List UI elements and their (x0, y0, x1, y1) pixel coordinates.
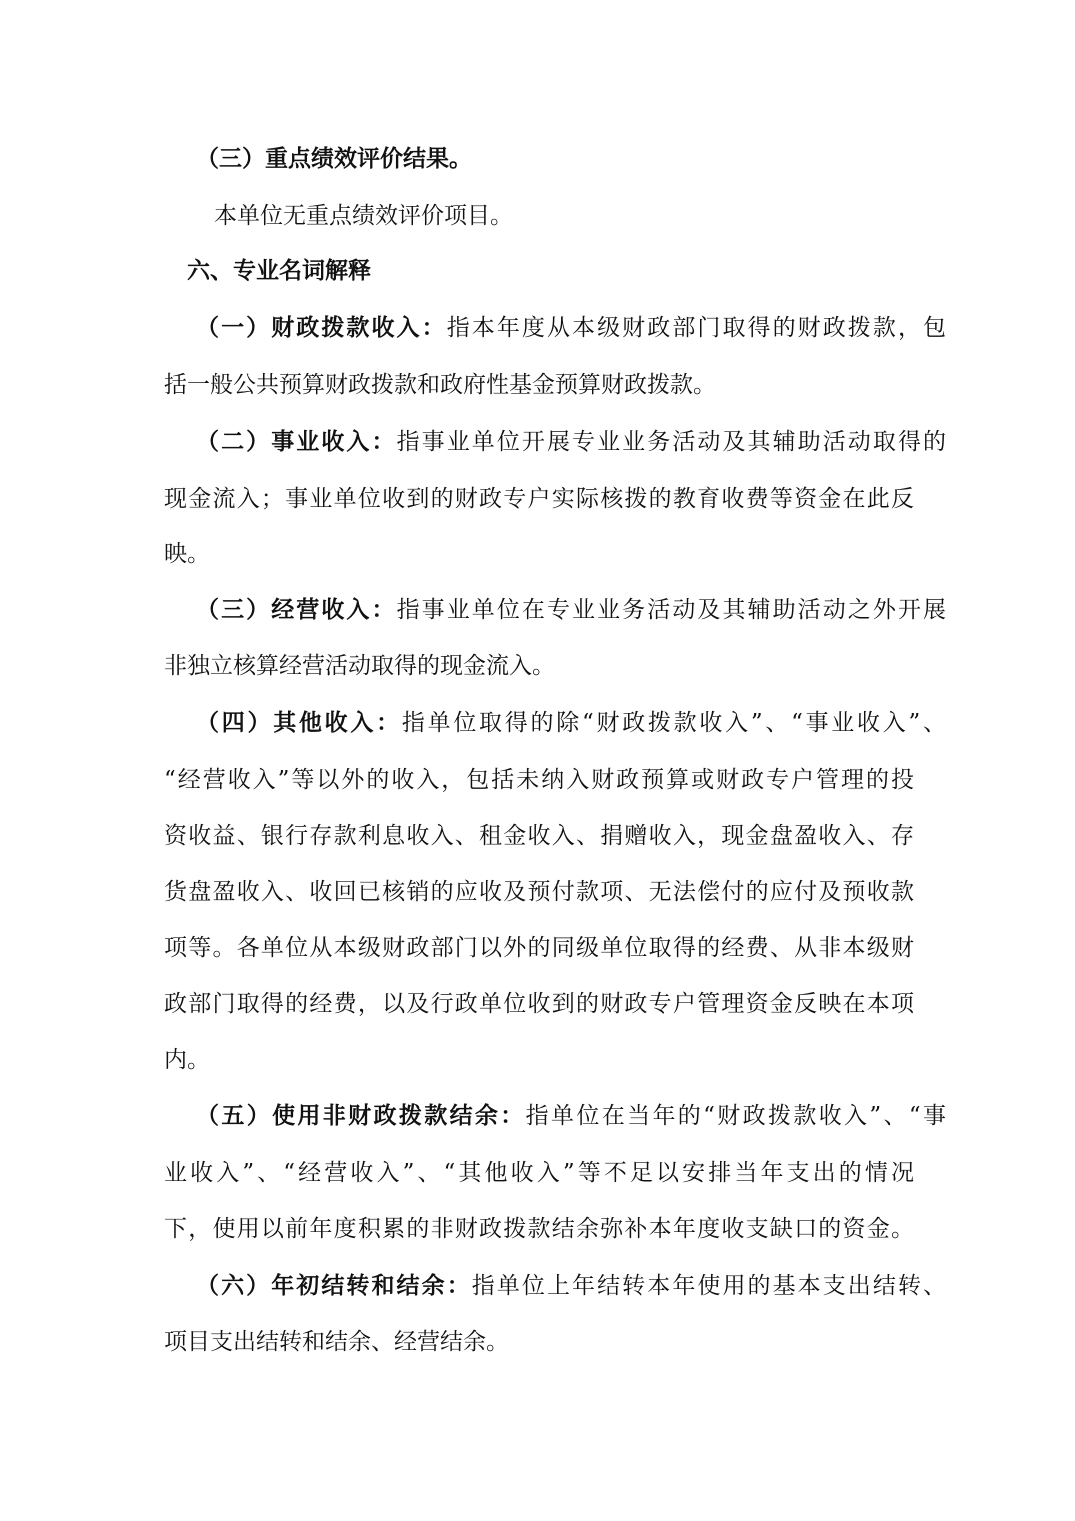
glossary-definition-line: 非独立核算经营活动取得的现金流入。 (164, 653, 555, 679)
glossary-term-line (196, 427, 946, 457)
glossary-definition: 指事业单位开展专业业务活动及其辅助活动取得的 (396, 429, 947, 455)
glossary-definition-line: 映。 (164, 541, 210, 567)
glossary-term: （六）年初结转和结余： (196, 1272, 472, 1299)
glossary-term-line (196, 1271, 946, 1301)
glossary-definition-line: 项等。各单位从本级财政部门以外的同级单位取得的经费、从非本级财 (164, 935, 914, 961)
glossary-definition-line: 货盘盈收入、收回已核销的应收及预付款项、无法偿付的应付及预收款 (164, 879, 914, 905)
glossary-definition-line: 下，使用以前年度积累的非财政拨款结余弥补本年度收支缺口的资金。 (164, 1216, 914, 1242)
glossary-term: （四）其他收入： (196, 709, 402, 736)
glossary-definition-line: 业收入”、“经营收入”、“其他收入”等不足以安排当年支出的情况 (164, 1160, 914, 1186)
glossary-definition-line: 政部门取得的经费，以及行政单位收到的财政专户管理资金反映在本项 (164, 991, 914, 1017)
glossary-term: （五）使用非财政拨款结余： (196, 1102, 526, 1129)
glossary-definition: 指单位在当年的“财政拨款收入”、“事 (525, 1103, 947, 1129)
glossary-definition: 指本年度从本级财政部门取得的财政拨款，包 (446, 315, 947, 341)
glossary-definition-line: 内。 (164, 1047, 210, 1073)
glossary-term: （二）事业收入： (196, 428, 397, 455)
glossary-definition: 指单位取得的除“财政拨款收入”、“事业收入”、 (401, 710, 946, 736)
section-heading-glossary: 六、专业名词解释 (187, 257, 371, 284)
glossary-definition-line: “经营收入”等以外的收入，包括未纳入财政预算或财政专户管理的投 (164, 767, 914, 793)
glossary-definition: 指单位上年结转本年使用的基本支出结转、 (471, 1273, 947, 1299)
glossary-term-line (196, 708, 946, 738)
glossary-term: （三）经营收入： (196, 596, 397, 623)
glossary-definition-line: 资收益、银行存款利息收入、租金收入、捐赠收入，现金盘盈收入、存 (164, 823, 914, 849)
section-heading-performance: （三）重点绩效评价结果。 (196, 145, 472, 172)
glossary-term-line (196, 313, 946, 343)
glossary-term-line (196, 595, 946, 625)
glossary-term: （一）财政拨款收入： (196, 314, 447, 341)
glossary-definition-line: 现金流入；事业单位收到的财政专户实际核拨的教育收费等资金在此反 (164, 486, 914, 512)
glossary-definition-line: 括一般公共预算财政拨款和政府性基金预算财政拨款。 (164, 372, 716, 398)
glossary-definition: 指事业单位在专业业务活动及其辅助活动之外开展 (396, 597, 947, 623)
glossary-term-line (196, 1101, 946, 1131)
glossary-definition-line: 项目支出结转和结余、经营结余。 (164, 1329, 509, 1355)
paragraph-performance: 本单位无重点绩效评价项目。 (214, 203, 513, 229)
